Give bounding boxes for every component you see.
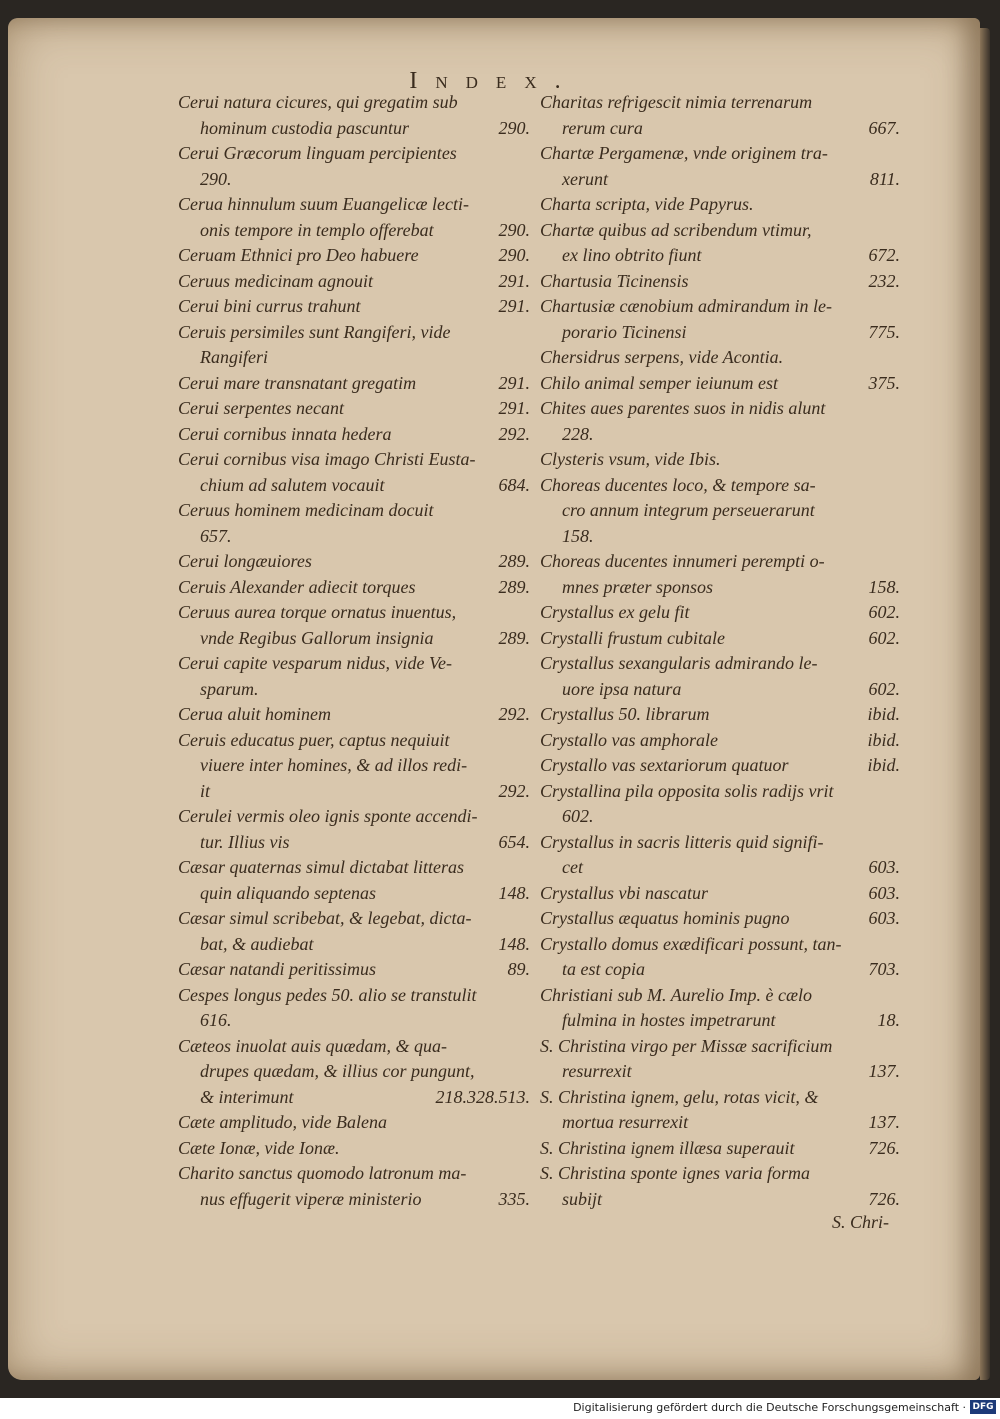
index-entry-line: Cerui longæuiores [178,551,312,571]
page-reference: 335. [498,1188,530,1209]
index-entry [178,1136,530,1162]
index-entry-line: Charta scripta, vide Papyrus. [540,194,754,214]
page-reference: 603. [868,908,900,928]
index-entry-line: fulmina in hostes impetrarunt [562,1010,776,1030]
index-entry [178,294,530,320]
index-entry-line: Ceruam Ethnici pro Deo habuere [178,245,419,265]
index-entry-line: hominum custodia pascuntur [200,117,409,138]
footer-text: Digitalisierung gefördert durch die Deutsche Forschungsgemeinschaft · [573,1401,966,1414]
page-header: Index. [409,68,579,94]
index-entry-line: chium ad salutem vocauit [200,474,385,495]
index-entry-line: Ceruis Alexander adiecit torques [178,576,416,597]
index-entry-line: Choreas ducentes loco, & tempore sa- [540,474,816,495]
page-reference: 289. [498,576,530,597]
page-reference: ibid. [867,755,900,775]
index-entry-line: Choreas ducentes innumeri perempti o- [540,551,825,571]
index-entry-line: Chites aues parentes suos in nidis alunt [540,398,826,418]
index-entry [540,396,900,447]
index-entry-line: S. Christina ignem illæsa superauit [540,1137,795,1158]
index-entry [540,447,900,473]
index-entry-line: Crystallo domus exædificari possunt, tan- [540,933,842,954]
index-entry-line: rerum cura [562,117,643,138]
index-entry-line: Cerua aluit hominem [178,704,331,724]
page-reference: 148. [498,933,530,954]
index-entry-line: Charito sanctus quomodo latronum ma- [178,1163,467,1183]
index-entry [540,345,900,371]
index-entry-line: drupes quædam, & illius cor pungunt, [200,1061,475,1081]
index-entry-line: nus effugerit viperæ ministerio [200,1188,422,1209]
index-entry [540,269,900,295]
page-reference: 89. [507,959,530,979]
page-reference: 218.328.513. [435,1086,530,1107]
index-entry [540,473,900,550]
index-entry [540,702,900,728]
index-entry [178,906,530,957]
index-entry [540,90,900,141]
page-edge [980,28,990,1380]
index-entry-line: ta est copia [562,959,645,979]
index-entry-line: ex lino obtrito fiunt [562,245,702,265]
index-entry-line: Crystallo vas amphorale [540,729,718,750]
index-entry [540,626,900,652]
index-entry [178,1034,530,1111]
index-entry [178,1110,530,1136]
index-entry-line: Crystallus sexangularis admirando le- [540,653,818,673]
index-entry [540,371,900,397]
index-entry [178,447,530,498]
index-entry-line: Chersidrus serpens, vide Acontia. [540,347,784,367]
index-entry [540,192,900,218]
index-entry-line: Cæsar natandi peritissimus [178,959,377,979]
index-entry-line: 657. [200,525,232,546]
index-entry-line: Crystallus ex gelu fit [540,602,690,622]
index-entry [178,90,530,141]
index-entry-line: Chartæ Pergamenæ, vnde originem tra- [540,143,828,163]
index-entry-line: cet [562,857,583,877]
page-reference: 602. [868,602,900,622]
index-entry-line: Rangiferi [200,347,268,367]
index-entry-line: S. Christina ignem, gelu, rotas vicit, & [540,1086,819,1107]
page-reference: 291. [498,270,530,291]
index-entry-line: Chartæ quibus ad scribendum vtimur, [540,219,812,240]
index-entry-line: Crystallus vbi nascatur [540,882,709,903]
index-entry-line: Ceruis persimiles sunt Rangiferi, vide [178,321,451,342]
page-reference: ibid. [867,729,900,750]
index-entry [178,728,530,805]
index-column-right [540,90,900,1212]
index-entry-line: Cerua hinnulum suum Euangelicæ lecti- [178,194,469,214]
page-reference: 603. [868,882,900,903]
index-entry-line: Cæte amplitudo, vide Balena [178,1112,387,1132]
index-entry-line: Cerui serpentes necant [178,398,344,418]
index-entry [540,779,900,830]
index-entry-line: it [200,780,211,801]
index-entry-line: 290. [200,168,232,189]
index-entry-line: Cerui mare transnatant gregatim [178,372,417,393]
page-reference: 232. [868,270,900,291]
index-entry [178,422,530,448]
index-entry-line: Cæteos inuolat auis quædam, & qua- [178,1035,448,1056]
index-entry-line: Ceruus medicinam agnouit [178,270,373,291]
page-reference: 292. [498,423,530,444]
page-reference: 672. [868,245,900,265]
index-entry-line: mortua resurrexit [562,1112,689,1132]
index-entry [540,141,900,192]
index-column-left [178,90,530,1212]
page-reference: 602. [868,678,900,699]
page-reference: 726. [868,1188,900,1209]
index-entry-line: S. Christina virgo per Missæ sacrificium [540,1035,833,1056]
index-entry-line: Cespes longus pedes 50. alio se transtulit [178,984,477,1005]
index-entry-line: Cæsar simul scribebat, & legebat, dicta- [178,908,472,928]
index-entry [540,651,900,702]
index-entry-line: Crystallus in sacris litteris quid signifi- [540,831,824,852]
index-entry-line: Cerui cornibus visa imago Christi Eusta- [178,449,476,469]
index-entry [178,549,530,575]
index-entry-line: resurrexit [562,1061,632,1081]
page-reference: 667. [868,117,900,138]
page-reference: 684. [498,474,530,495]
index-entry-line: subijt [562,1188,603,1209]
index-entry [540,549,900,600]
index-entry [540,932,900,983]
index-entry-line: 228. [562,423,594,444]
index-entry-line: Crystalli frustum cubitale [540,627,726,648]
catchword: S. Chri- [832,1212,890,1232]
footer-bar [0,1398,1000,1419]
dfg-logo: DFG [970,1400,996,1414]
index-entry [540,830,900,881]
index-entry-line: sparum. [200,678,259,699]
index-entry [540,1136,900,1162]
index-entry-line: Crystallus æquatus hominis pugno [540,908,790,928]
index-entry-line: Ceruus hominem medicinam docuit [178,500,434,520]
index-entry-line: 616. [200,1010,232,1030]
index-entry [178,804,530,855]
page-reference: 292. [498,780,530,801]
index-entry [178,498,530,549]
index-entry-line: bat, & audiebat [200,933,314,954]
page-reference: 18. [877,1010,900,1030]
index-entry-line: Clysteris vsum, vide Ibis. [540,449,721,469]
page-reference: 603. [868,857,900,877]
index-entry-line: porario Ticinensi [562,321,687,342]
index-entry-line: tur. Illius vis [200,831,290,852]
page-reference: 726. [868,1137,900,1158]
index-entry [178,141,530,192]
index-entry [178,651,530,702]
index-entry-line: Christiani sub M. Aurelio Imp. è cælo [540,984,812,1005]
index-entry [178,269,530,295]
index-entry-line: vnde Regibus Gallorum insignia [200,627,434,648]
page-reference: 775. [868,321,900,342]
index-entry-line: Cerulei vermis oleo ignis sponte accendi- [178,806,478,826]
index-entry-line: Chilo animal semper ieiunum est [540,372,778,393]
index-entry [540,881,900,907]
index-entry [178,396,530,422]
index-entry [178,600,530,651]
page-reference: 290. [498,117,530,138]
page-reference: 290. [498,245,530,265]
page-reference: 291. [498,398,530,418]
page-reference: 602. [868,627,900,648]
index-entry [540,1161,900,1212]
index-entry [540,753,900,779]
index-entry-line: Cerui capite vesparum nidus, vide Ve- [178,653,452,673]
index-entry [540,728,900,754]
index-entry [540,1085,900,1136]
index-entry-line: 158. [562,525,594,546]
index-entry-line: & interimunt [200,1086,294,1107]
index-entry [178,575,530,601]
index-entry [178,192,530,243]
index-entry-line: xerunt [562,168,608,189]
page-reference: 811. [869,168,900,189]
page-reference: 291. [498,372,530,393]
index-entry [540,294,900,345]
index-entry [540,906,900,932]
index-entry-line: Ceruus aurea torque ornatus inuentus, [178,602,457,622]
index-entry-line: viuere inter homines, & ad illos redi- [200,755,468,775]
index-entry-line: mnes præter sponsos [562,576,714,597]
page-reference: 148. [498,882,530,903]
page-reference: 703. [868,959,900,979]
index-entry [178,855,530,906]
page-reference: 158. [868,576,900,597]
index-entry [540,218,900,269]
index-entry-line: Cerui Græcorum linguam percipientes [178,143,457,163]
index-entry-line: Chartusiæ cænobium admirandum in le- [540,296,833,316]
index-entry-line: cro annum integrum perseuerarunt [562,500,815,520]
page-reference: 292. [498,704,530,724]
page-reference: 375. [868,372,900,393]
page-reference: ibid. [867,704,900,724]
index-entry-line: Cerui cornibus innata hedera [178,423,392,444]
page-reference: 291. [498,296,530,316]
page-reference: 289. [498,551,530,571]
index-entry-line: Crystallina pila opposita solis radijs vrit [540,780,834,801]
page-reference: 289. [498,627,530,648]
index-entry-line: uore ipsa natura [562,678,682,699]
index-entry [178,371,530,397]
index-entry [178,983,530,1034]
index-entry-line: Cerui bini currus trahunt [178,296,361,316]
index-entry [540,600,900,626]
index-entry-line: Crystallus 50. librarum [540,704,710,724]
index-entry-line: 602. [562,806,594,826]
index-entry-line: Ceruis educatus puer, captus nequiuit [178,729,450,750]
index-entry [178,320,530,371]
index-entry [178,957,530,983]
page-reference: 137. [868,1061,900,1081]
index-entry-line: S. Christina sponte ignes varia forma [540,1163,811,1183]
index-entry [540,983,900,1034]
index-entry-line: Cerui natura cicures, qui gregatim sub [178,92,458,112]
index-entry-line: Cæsar quaternas simul dictabat litteras [178,857,465,877]
page-reference: 290. [498,219,530,240]
page-reference: 654. [498,831,530,852]
index-entry-line: Chartusia Ticinensis [540,270,689,291]
index-entry [178,243,530,269]
index-entry-line: Cæte Ionæ, vide Ionæ. [178,1137,340,1158]
index-entry-line: Charitas refrigescit nimia terrenarum [540,92,813,112]
index-entry-line: Crystallo vas sextariorum quatuor [540,755,789,775]
index-entry-line: onis tempore in templo offerebat [200,219,434,240]
index-entry-line: quin aliquando septenas [200,882,376,903]
index-entry [540,1034,900,1085]
index-entry [178,702,530,728]
index-entry [178,1161,530,1212]
page-reference: 137. [868,1112,900,1132]
